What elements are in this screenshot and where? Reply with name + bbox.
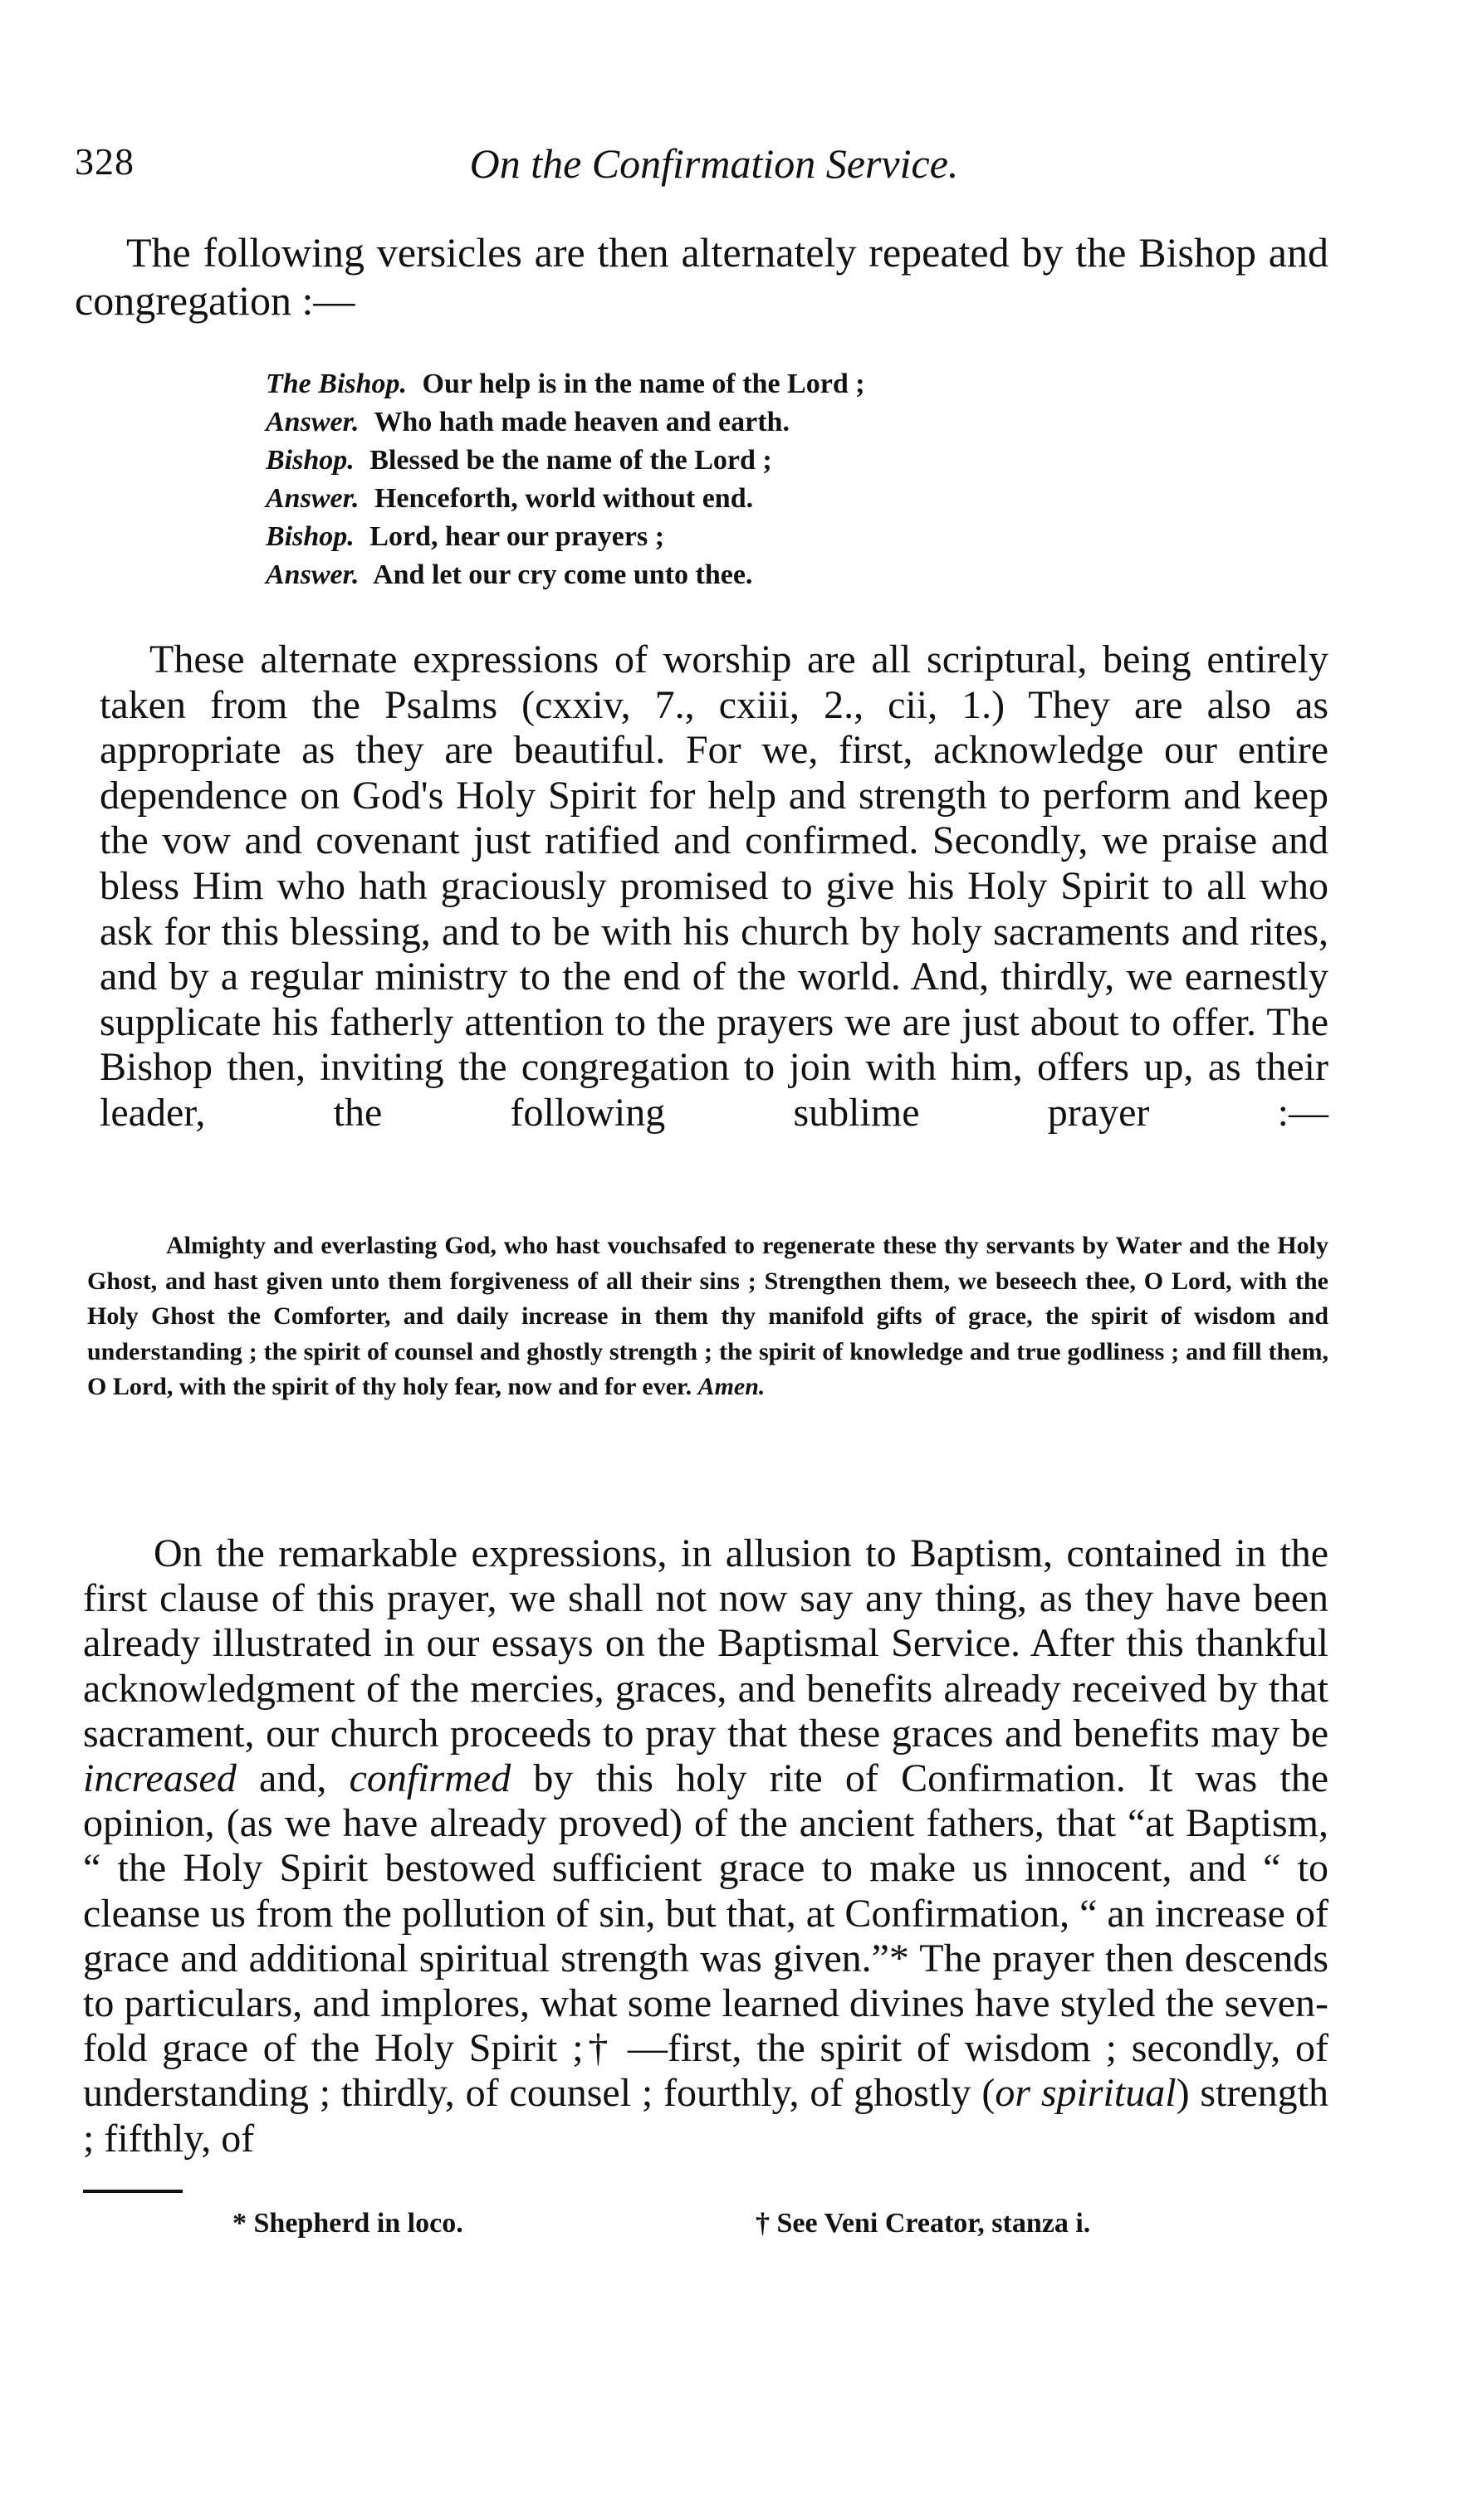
running-head: On the Confirmation Service. [469,140,959,187]
versicle-text: And let our cry come unto thee. [373,559,753,590]
commentary-paragraph-1: These alternate expressions of worship are all scriptural, being entirely taken from the Psalms (cxxiv, 7., cxiii, 2., cii, 1.) They are also as appropriate as they are beautiful. For we, first, acknowledge our entire dependence on God's Holy Spirit for help and strength to perform and keep the vow and covenant just ratified and confirmed. Secondly, we praise and bless Him who hath graciously promised to give his Holy Spirit to all who ask for this blessing, and to be with his church by holy sacraments and rites, and by a regular ministry to the end of the world. And, thirdly, we earnestly supplicate his fatherly attention to the prayers we are just about to offer. The Bishop then, inviting the congregation to join with him, offers up, as their leader, the following sublime prayer :— [100,637,1328,1135]
prayer-text: Almighty and everlasting God, who hast vouchsafed to regenerate these thy servants by Water and the Holy Ghost, and hast given unto them forgiveness of all their sins ; Strengthen them, we beseech thee, O Lord, with the Holy Ghost the Comforter, and daily increase in them thy manifold gifts of grace, the spirit of wisdom and understanding ; the spirit of counsel and ghostly strength ; the spirit of knowledge and true godliness ; and fill them, O Lord, with the spirit of thy holy fear, now and for ever. [87,1232,1328,1400]
paragraph2-part1: On the remarkable expressions, in allusion to Baptism, contained in the first clause of this prayer, we shall not now say any thing, as they have been already illustrated in our essays on the Baptismal Service. After this thankful acknowledgment of the mercies, graces, and benefits already received by that sacrament, our church proceeds to pray that these graces and benefits may be [83,1531,1328,1756]
confirmation-prayer [87,1228,1328,1405]
versicle-speaker: The Bishop. [266,369,408,399]
versicle-speaker: Answer. [266,407,360,437]
versicle-speaker: Answer. [266,483,360,514]
prayer-amen: Amen. [697,1373,766,1400]
paragraph2-part3: ) strength ; fifthly, of [83,2071,1329,2161]
versicle-line [266,518,1096,556]
footnote-rule [83,2190,183,2193]
versicle-line [266,480,1096,518]
footnote-shepherd: * Shepherd in loco. [232,2208,463,2239]
versicle-text: Our help is in the name of the Lord ; [422,369,865,399]
intro-paragraph: The following versicles are then alternately repeated by the Bishop and congregation :— [75,229,1328,324]
paragraph2-and: and, [259,1756,327,1801]
versicle-line [266,442,1096,480]
page-number: 328 [75,140,135,183]
emphasis-or-spiritual: or spiritual [995,2071,1177,2116]
emphasis-confirmed: confirmed [349,1756,511,1801]
versicle-text: Lord, hear our prayers ; [369,521,665,552]
versicle-line [266,556,1096,594]
versicle-speaker: Answer. [266,559,360,590]
commentary-paragraph-2 [83,1531,1328,2161]
page-header [75,139,1353,198]
footnote-veni-creator: † See Veni Creator, stanza i. [756,2208,1091,2239]
versicle-line [266,403,1096,442]
versicle-text: Blessed be the name of the Lord ; [369,445,772,476]
versicle-line [266,365,1096,403]
versicle-speaker: Bishop. [266,445,355,476]
versicles-block [266,365,1096,594]
emphasis-increased: increased [83,1756,237,1801]
versicle-text: Who hath made heaven and earth. [374,407,790,437]
paragraph2-part2: by this holy rite of Confirmation. It was the opinion, (as we have already proved) of the ancient fathers, that “at Baptism, “ the Holy Spirit bestowed sufficient grace to make us innocent, and “ to cleanse us from the pollution of sin, but that, at Confirmation, “ an increase of grace and additional spiritual strength was given.”* The prayer then descends to particulars, and implores, what some learned divines have styled the seven-fold grace of the Holy Spirit ;† —first, the spirit of wisdom ; secondly, of understanding ; thirdly, of counsel ; fourthly, of ghostly ( [83,1756,1329,2116]
versicle-speaker: Bishop. [266,521,355,552]
footnotes [232,2208,1312,2258]
versicle-text: Henceforth, world without end. [374,483,754,514]
